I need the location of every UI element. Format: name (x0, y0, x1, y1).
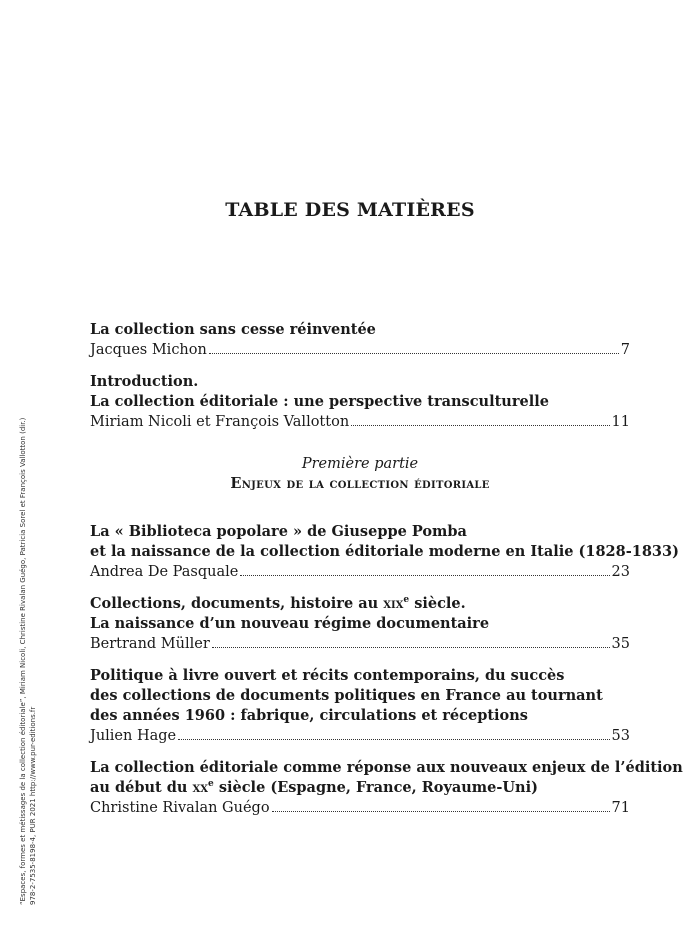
page-number: 53 (611, 728, 630, 744)
entry-title: Politique à livre ouvert et récits contemporains, du succès (90, 667, 565, 684)
entry-author: Andrea De Pasquale (90, 564, 239, 580)
page-number: 35 (611, 636, 630, 652)
toc-entry-hage[interactable] (90, 666, 630, 746)
title-text: siècle. (409, 595, 466, 612)
author-line (90, 562, 630, 582)
page-number: 7 (620, 342, 630, 358)
author-line (90, 412, 630, 432)
entry-author: Julien Hage (90, 728, 177, 744)
entry-title: des collections de documents politiques en France au tournant (90, 687, 603, 704)
toc-entry-muller[interactable] (90, 594, 630, 654)
title-text: au début du (90, 779, 193, 796)
dot-leader (212, 647, 610, 648)
side-note-line: “Espaces, formes et métissages de la collection éditoriale”, Miriam Nicoli, Christine Rivalan Guégo, Patricia Sorel et François Vallotton (dir.) (19, 417, 27, 905)
title-text: Collections, documents, histoire au (90, 595, 384, 612)
author-line (90, 798, 630, 818)
entry-author: Christine Rivalan Guégo (90, 800, 270, 816)
entry-title (90, 594, 630, 614)
toc-entry-michon[interactable] (90, 320, 630, 360)
entry-title: La « Biblioteca popolare » de Giuseppe Pomba (90, 523, 467, 540)
toc-entry-rivalan-guego[interactable] (90, 758, 683, 818)
author-line (90, 340, 630, 360)
entry-title: Introduction. (90, 373, 199, 390)
entry-title: La collection éditoriale comme réponse aux nouveaux enjeux de l’édition (90, 759, 683, 776)
dot-leader (209, 353, 619, 354)
toc-entry-de-pasquale[interactable] (90, 522, 679, 582)
page-title: TABLE DES MATIÈRES (225, 199, 475, 221)
page-number: 23 (611, 564, 630, 580)
century-numeral: xix (383, 595, 404, 612)
dot-leader (272, 811, 610, 812)
part-name: Enjeux de la collection éditoriale (230, 475, 490, 492)
entry-title: et la naissance de la collection éditoriale moderne en Italie (1828-1833) (90, 543, 679, 560)
dot-leader (351, 425, 609, 426)
entry-title: La collection éditoriale : une perspective transculturelle (90, 393, 549, 410)
entry-author: Bertrand Müller (90, 636, 210, 652)
dot-leader (240, 575, 609, 576)
page-number: 71 (611, 800, 630, 816)
entry-title (90, 778, 630, 798)
century-numeral: xx (192, 779, 209, 796)
entry-title: La naissance d’un nouveau régime documentaire (90, 615, 490, 632)
ordinal-sup: e (208, 779, 214, 790)
page-number: 11 (611, 414, 630, 430)
entry-author: Jacques Michon (90, 342, 207, 358)
entry-title: La collection sans cesse réinventée (90, 321, 376, 338)
ordinal-sup: e (403, 595, 410, 606)
title-text: siècle (Espagne, France, Royaume-Uni) (213, 779, 538, 796)
entry-title: des années 1960 : fabrique, circulations et réceptions (90, 707, 528, 724)
entry-author: Miriam Nicoli et François Vallotton (90, 414, 350, 430)
side-note-line: 978-2-7535-8198-4, PUR 2021 http://www.pur-editions.fr (29, 706, 37, 905)
copyright-side-note (18, 417, 38, 905)
part-label: Première partie (301, 456, 419, 472)
part-heading (90, 454, 630, 494)
author-line (90, 726, 630, 746)
dot-leader (178, 739, 609, 740)
author-line (90, 634, 630, 654)
table-of-contents (90, 320, 683, 830)
toc-entry-introduction[interactable] (90, 372, 630, 432)
